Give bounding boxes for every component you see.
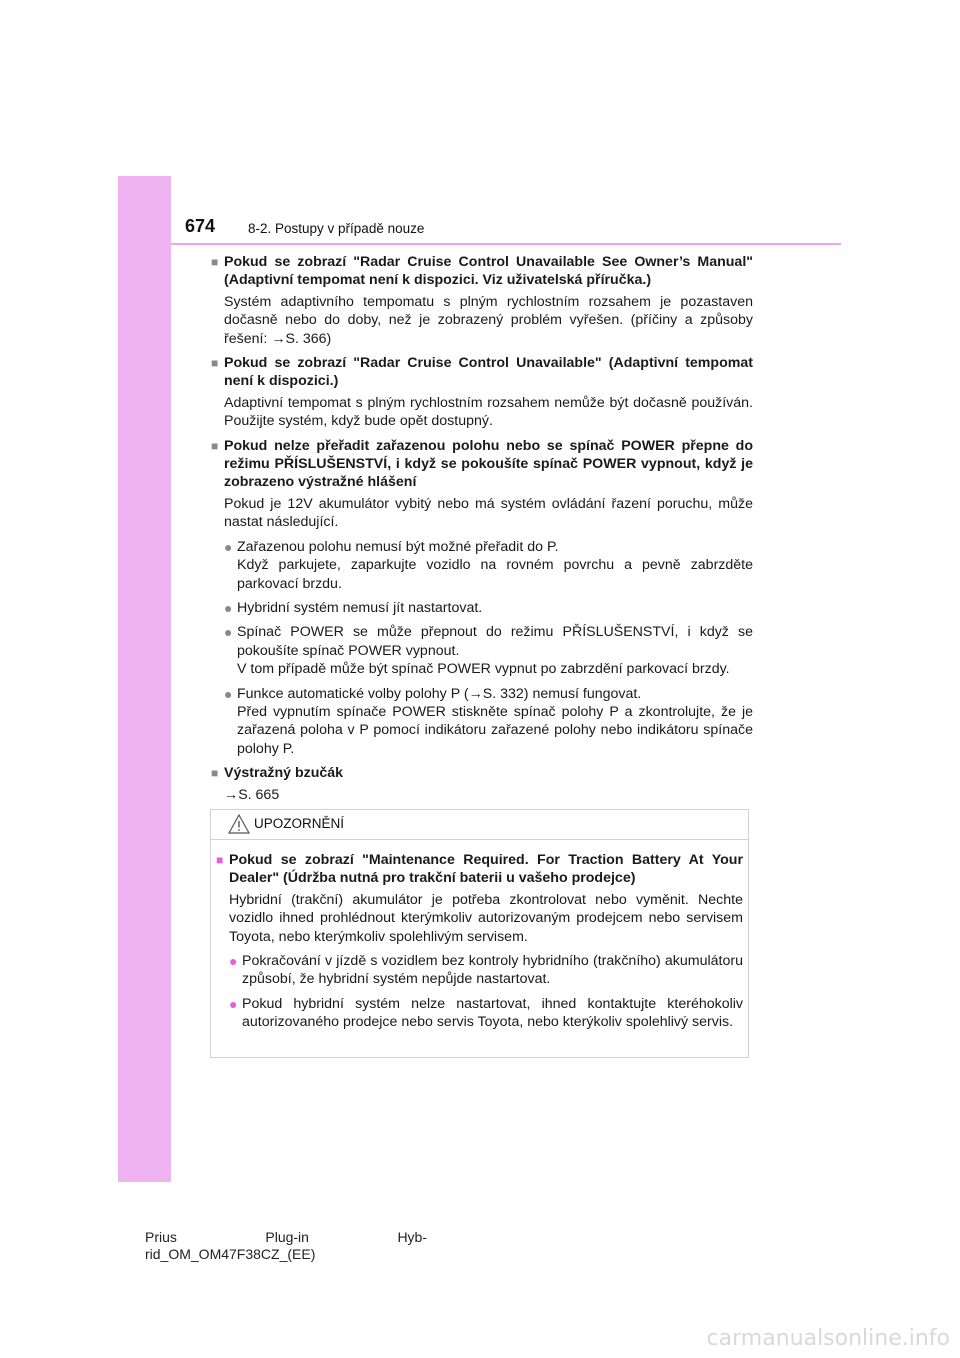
square-bullet-icon: ■ [211,255,219,269]
caution-title: UPOZORNĚNÍ [254,816,345,831]
caution-body [216,851,743,1032]
footer-word: Prius [145,1229,177,1245]
chapter-side-band [118,176,171,1182]
caution-box [210,809,749,1058]
item-text: Systém adaptivního tempomatu s plným rychlostním rozsahem je pozastaven dočasně nebo do doby, než je zobrazený problém vyřešen. (příčiny a způsoby řešení: →S. 366) [224,293,753,347]
caution-text: Hybridní (trakční) akumulátor je potřeba zkontrolovat nebo vyměnit. Nechte vozidlo ihned prohlédnout kterýmkoliv autorizovaným prodejcem nebo servisem Toyota, nebo kterýmkoliv spolehlivým servisem. [229,891,743,945]
item-text: →S. 665 [224,786,280,803]
list-item: ● Hybridní systém nemusí jít nastartovat. [224,599,483,616]
circle-bullet-icon: ● [224,538,233,555]
list-item: ● Pokračování v jízdě s vozidlem bez kontroly hybridního (trakčního) akumulátoru způsobí, že hybridní systém nepůjde nastartovat. [229,953,743,988]
item-text: Adaptivní tempomat s plným rychlostním rozsahem nemůže být dočasně používán. Použijte systém, když bude opět dostupný. [224,394,753,430]
list-item: ● Pokud hybridní systém nelze nastartovat, ihned kontaktujte kteréhokoliv autorizovaného prodejce nebo servis Toyota, nebo kterýkoliv spolehlivý servis. [229,995,743,1031]
circle-bullet-icon: ● [224,599,233,616]
footer-word: Hyb- [397,1229,427,1245]
circle-bullet-icon: ● [229,953,238,970]
section-title: 8-2. Postupy v případě nouze [248,221,425,236]
circle-bullet-icon: ● [224,685,233,702]
square-bullet-icon: ■ [216,853,224,867]
list-item: ● Spínač POWER se může přepnout do režimu PŘÍSLUŠENSTVÍ, i když se pokoušíte spínač POWER vypnout. V tom případě může být spínač POWER vypnut po zabrzdění parkovací brzdy. [224,624,753,678]
circle-bullet-icon: ● [224,624,233,641]
watermark: carmanualsonline.info [706,1326,950,1351]
list-item: ● Funkce automatické volby polohy P (→S. 332) nemusí fungovat. Před vypnutím spínače POWER stiskněte spínač polohy P a zkontrolujte, že je zařazená poloha v P pomocí indikátoru zařazené polohy nebo indikátoru spínače polohy P. [224,685,753,757]
square-bullet-icon: ■ [211,438,219,453]
header-divider [171,243,841,245]
square-bullet-icon: ■ [211,766,219,781]
page-number: 674 [185,216,216,236]
warning-triangle-icon [228,814,250,834]
list-item: ● Zařazenou polohu nemusí být možné přeřadit do P. Když parkujete, zaparkujte vozidlo na rovném povrchu a pevně zabrzděte parkovací brzdu. [224,538,753,592]
caution-header [211,810,748,840]
page-footer [145,1229,427,1263]
item-heading: ■ Pokud se zobrazí "Radar Cruise Control Unavailable See Owner’s Manual" (Adaptivní tempomat není k dispozici. Viz uživatelská příručka.) [211,254,753,289]
circle-bullet-icon: ● [229,995,238,1012]
item-heading: ■ Pokud nelze přeřadit zařazenou polohu nebo se spínač POWER přepne do režimu PŘÍSLUŠENSTVÍ, i když se pokoušíte spínač POWER vypnout, když je zobrazeno výstražné hlášení [211,437,753,491]
item-heading: ■ Výstražný bzučák [211,765,344,782]
footer-word: Plug-in [265,1229,309,1245]
main-content [211,253,753,804]
item-heading: ■ Pokud se zobrazí "Radar Cruise Control Unavailable" (Adaptivní tempomat není k dispozici.) [211,355,753,390]
footer-doc-id: rid_OM_OM47F38CZ_(EE) [145,1246,316,1262]
square-bullet-icon: ■ [211,356,219,371]
item-text: Pokud je 12V akumulátor vybitý nebo má systém ovládání řazení poruchu, může nastat následující. [224,495,753,531]
caution-heading: ■ Pokud se zobrazí "Maintenance Required. For Traction Battery At Your Dealer" (Údržba nutná pro trakční baterii u vašeho prodejce) [216,852,743,887]
